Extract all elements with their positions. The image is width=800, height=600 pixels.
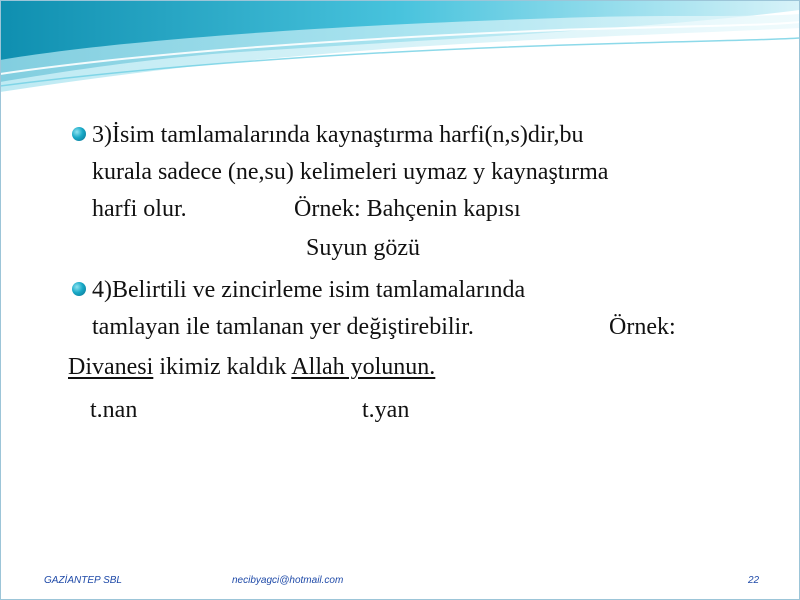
item3-line4-example: Suyun gözü — [306, 235, 420, 261]
example-word-divanesi: Divanesi — [68, 354, 154, 380]
label-t-nan: t.nan — [90, 397, 138, 423]
item3-line1: 3)İsim tamlamalarında kaynaştırma harfi(n,s)dir,bu — [92, 122, 584, 148]
label-t-yan: t.yan — [362, 397, 410, 423]
item3-line2: kurala sadece (ne,su) kelimeleri uymaz y kaynaştırma — [92, 159, 609, 185]
item4-line2: tamlayan ile tamlanan yer değiştirebilir. — [92, 314, 474, 340]
example-middle: ikimiz kaldık — [153, 354, 292, 380]
footer-left: GAZİANTEP SBL — [44, 575, 122, 586]
item4-line1: 4)Belirtili ve zincirleme isim tamlamalarında — [92, 277, 526, 303]
item4-example-label: Örnek: — [609, 314, 676, 340]
footer-email: necibyagci@hotmail.com — [232, 575, 344, 586]
item3-line3-example: Örnek: Bahçenin kapısı — [294, 196, 521, 222]
item3-line3-left: harfi olur. — [92, 196, 187, 222]
page-number: 22 — [748, 575, 760, 586]
example-word-allah-yolunun: Allah yolunun. — [291, 354, 436, 380]
